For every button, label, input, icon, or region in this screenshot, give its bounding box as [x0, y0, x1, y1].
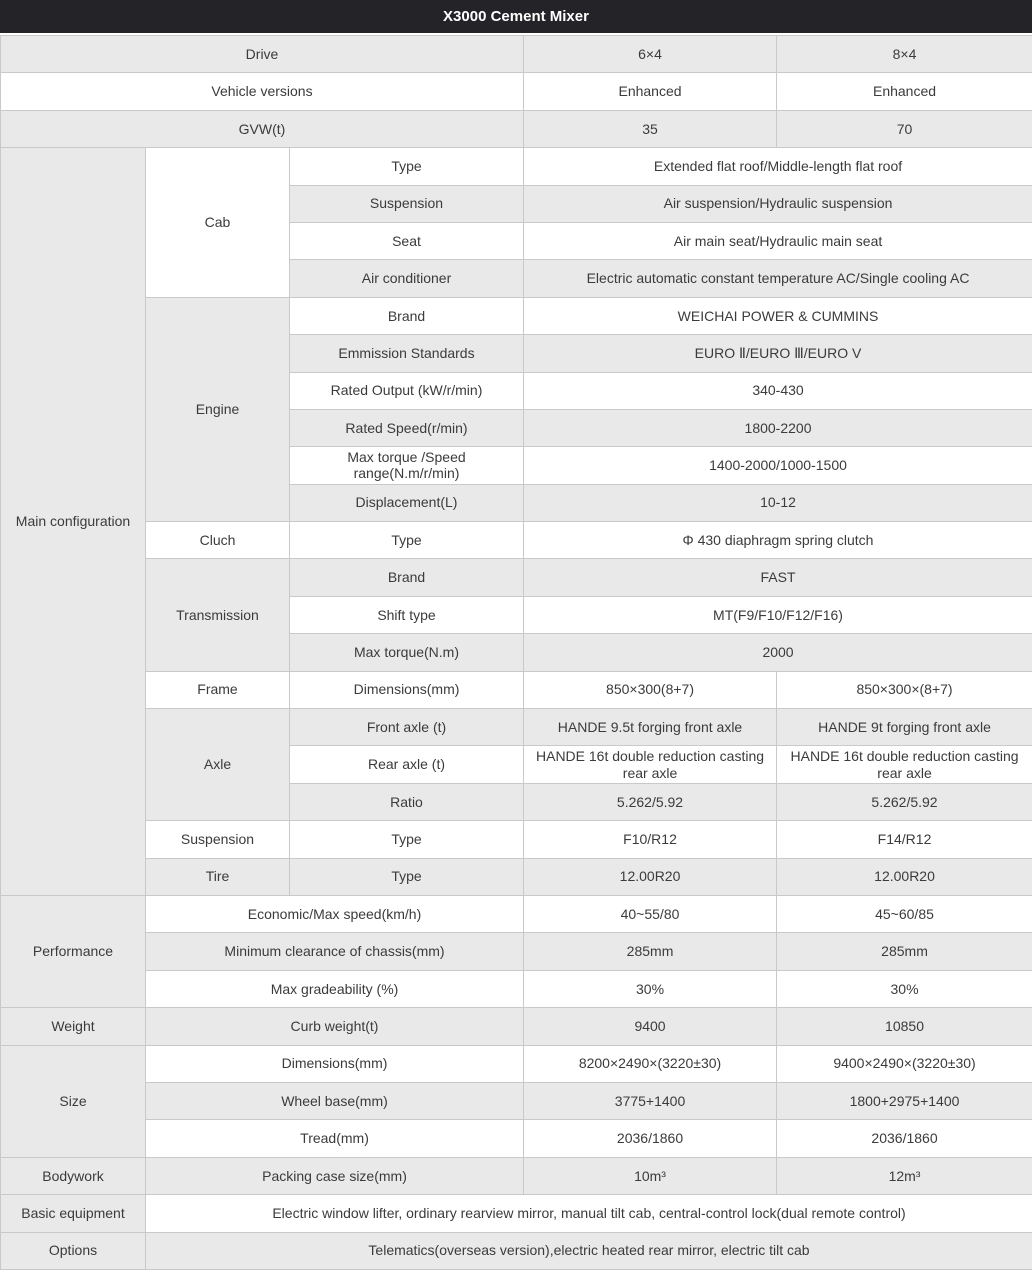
spec-label: Max torque(N.m) [290, 634, 524, 671]
row-performance-speed [1, 895, 1032, 932]
spec-value: 2036/1860 [777, 1120, 1032, 1157]
spec-value: Air main seat/Hydraulic main seat [524, 222, 1032, 259]
spec-value: 1800-2200 [524, 409, 1032, 446]
spec-table [0, 35, 1032, 1270]
spec-value: 30% [524, 970, 777, 1007]
spec-value: EURO Ⅱ/EURO Ⅲ/EURO V [524, 335, 1032, 372]
spec-label: Air conditioner [290, 260, 524, 297]
row-frame-dimensions [1, 671, 1032, 708]
spec-label: Type [290, 522, 524, 559]
spec-label: Brand [290, 559, 524, 596]
spec-value: 850×300×(8+7) [777, 671, 1032, 708]
row-cab-type [1, 148, 1032, 185]
spec-value: F14/R12 [777, 821, 1032, 858]
spec-label: Drive [1, 36, 524, 73]
spec-value: Telematics(overseas version),electric heated rear mirror, electric tilt cab [146, 1232, 1032, 1269]
spec-value: 285mm [524, 933, 777, 970]
spec-value: HANDE 16t double reduction casting rear axle [777, 746, 1032, 783]
row-vehicle-versions [1, 73, 1032, 110]
row-size-tread [1, 1120, 1032, 1157]
spec-value: 12.00R20 [777, 858, 1032, 895]
spec-value: Enhanced [524, 73, 777, 110]
spec-value: 10-12 [524, 484, 1032, 521]
category-cell-weight: Weight [1, 1008, 146, 1045]
spec-value: HANDE 16t double reduction casting rear axle [524, 746, 777, 783]
category-cell-main-configuration: Main configuration [1, 148, 146, 896]
spec-value: MT(F9/F10/F12/F16) [524, 596, 1032, 633]
spec-label: Dimensions(mm) [290, 671, 524, 708]
spec-value: 285mm [777, 933, 1032, 970]
spec-value: 2000 [524, 634, 1032, 671]
row-performance-clearance [1, 933, 1032, 970]
spec-value: 45~60/85 [777, 895, 1032, 932]
spec-label: Seat [290, 222, 524, 259]
spec-value: 340-430 [524, 372, 1032, 409]
spec-label: Rear axle (t) [290, 746, 524, 783]
spec-label: Brand [290, 297, 524, 334]
spec-value: Enhanced [777, 73, 1032, 110]
spec-label: Vehicle versions [1, 73, 524, 110]
spec-label: Type [290, 858, 524, 895]
category-cell-size: Size [1, 1045, 146, 1157]
spec-value: 8×4 [777, 36, 1032, 73]
page-title: X3000 Cement Mixer [0, 0, 1032, 33]
spec-value: 12.00R20 [524, 858, 777, 895]
row-performance-gradeability [1, 970, 1032, 1007]
spec-label: Rated Output (kW/r/min) [290, 372, 524, 409]
group-cell-suspension: Suspension [146, 821, 290, 858]
row-drive [1, 36, 1032, 73]
row-basic-equipment [1, 1195, 1032, 1232]
spec-label: Rated Speed(r/min) [290, 409, 524, 446]
spec-value: 850×300(8+7) [524, 671, 777, 708]
spec-label: Max gradeability (%) [146, 970, 524, 1007]
spec-label: Dimensions(mm) [146, 1045, 524, 1082]
spec-label: Curb weight(t) [146, 1008, 524, 1045]
row-clutch-type [1, 522, 1032, 559]
spec-value: 30% [777, 970, 1032, 1007]
spec-value: HANDE 9.5t forging front axle [524, 709, 777, 746]
spec-label: Wheel base(mm) [146, 1082, 524, 1119]
spec-value: 1800+2975+1400 [777, 1082, 1032, 1119]
spec-value: 35 [524, 110, 777, 147]
spec-value: Electric automatic constant temperature AC/Single cooling AC [524, 260, 1032, 297]
spec-value: 6×4 [524, 36, 777, 73]
category-cell-bodywork: Bodywork [1, 1157, 146, 1194]
spec-value: HANDE 9t forging front axle [777, 709, 1032, 746]
spec-value: 40~55/80 [524, 895, 777, 932]
spec-label: Shift type [290, 596, 524, 633]
row-size-dimensions [1, 1045, 1032, 1082]
category-cell-performance: Performance [1, 895, 146, 1007]
spec-value: 5.262/5.92 [524, 783, 777, 820]
row-tire-type [1, 858, 1032, 895]
group-cell-axle: Axle [146, 709, 290, 821]
spec-value: 5.262/5.92 [777, 783, 1032, 820]
spec-value: F10/R12 [524, 821, 777, 858]
spec-value: Extended flat roof/Middle-length flat roof [524, 148, 1032, 185]
spec-label: Minimum clearance of chassis(mm) [146, 933, 524, 970]
spec-label: Economic/Max speed(km/h) [146, 895, 524, 932]
group-cell-cab: Cab [146, 148, 290, 298]
group-cell-clutch: Cluch [146, 522, 290, 559]
row-suspension-type [1, 821, 1032, 858]
spec-label: Type [290, 821, 524, 858]
spec-label: Suspension [290, 185, 524, 222]
spec-value: 70 [777, 110, 1032, 147]
spec-label: Ratio [290, 783, 524, 820]
spec-value: 2036/1860 [524, 1120, 777, 1157]
row-size-wheel-base [1, 1082, 1032, 1119]
spec-value: 3775+1400 [524, 1082, 777, 1119]
spec-label: Type [290, 148, 524, 185]
spec-value: 10m³ [524, 1157, 777, 1194]
row-engine-brand [1, 297, 1032, 334]
category-cell-options: Options [1, 1232, 146, 1269]
row-axle-front [1, 709, 1032, 746]
row-gvw [1, 110, 1032, 147]
group-cell-transmission: Transmission [146, 559, 290, 671]
spec-value: Φ 430 diaphragm spring clutch [524, 522, 1032, 559]
group-cell-tire: Tire [146, 858, 290, 895]
spec-value: 9400 [524, 1008, 777, 1045]
row-options [1, 1232, 1032, 1269]
category-cell-basic-equipment: Basic equipment [1, 1195, 146, 1232]
spec-value: 8200×2490×(3220±30) [524, 1045, 777, 1082]
spec-value: Electric window lifter, ordinary rearview mirror, manual tilt cab, central-control lock(dual remote control) [146, 1195, 1032, 1232]
spec-value: WEICHAI POWER & CUMMINS [524, 297, 1032, 334]
row-weight-curb [1, 1008, 1032, 1045]
spec-label: Max torque /Speed range(N.m/r/min) [290, 447, 524, 484]
row-bodywork-packing [1, 1157, 1032, 1194]
spec-label: Emmission Standards [290, 335, 524, 372]
spec-label: GVW(t) [1, 110, 524, 147]
row-transmission-brand [1, 559, 1032, 596]
spec-label: Packing case size(mm) [146, 1157, 524, 1194]
spec-value: 10850 [777, 1008, 1032, 1045]
spec-value: 1400-2000/1000-1500 [524, 447, 1032, 484]
group-cell-frame: Frame [146, 671, 290, 708]
group-cell-engine: Engine [146, 297, 290, 521]
spec-value: FAST [524, 559, 1032, 596]
spec-label: Displacement(L) [290, 484, 524, 521]
spec-label: Tread(mm) [146, 1120, 524, 1157]
spec-value: 9400×2490×(3220±30) [777, 1045, 1032, 1082]
spec-value: 12m³ [777, 1157, 1032, 1194]
spec-value: Air suspension/Hydraulic suspension [524, 185, 1032, 222]
spec-label: Front axle (t) [290, 709, 524, 746]
